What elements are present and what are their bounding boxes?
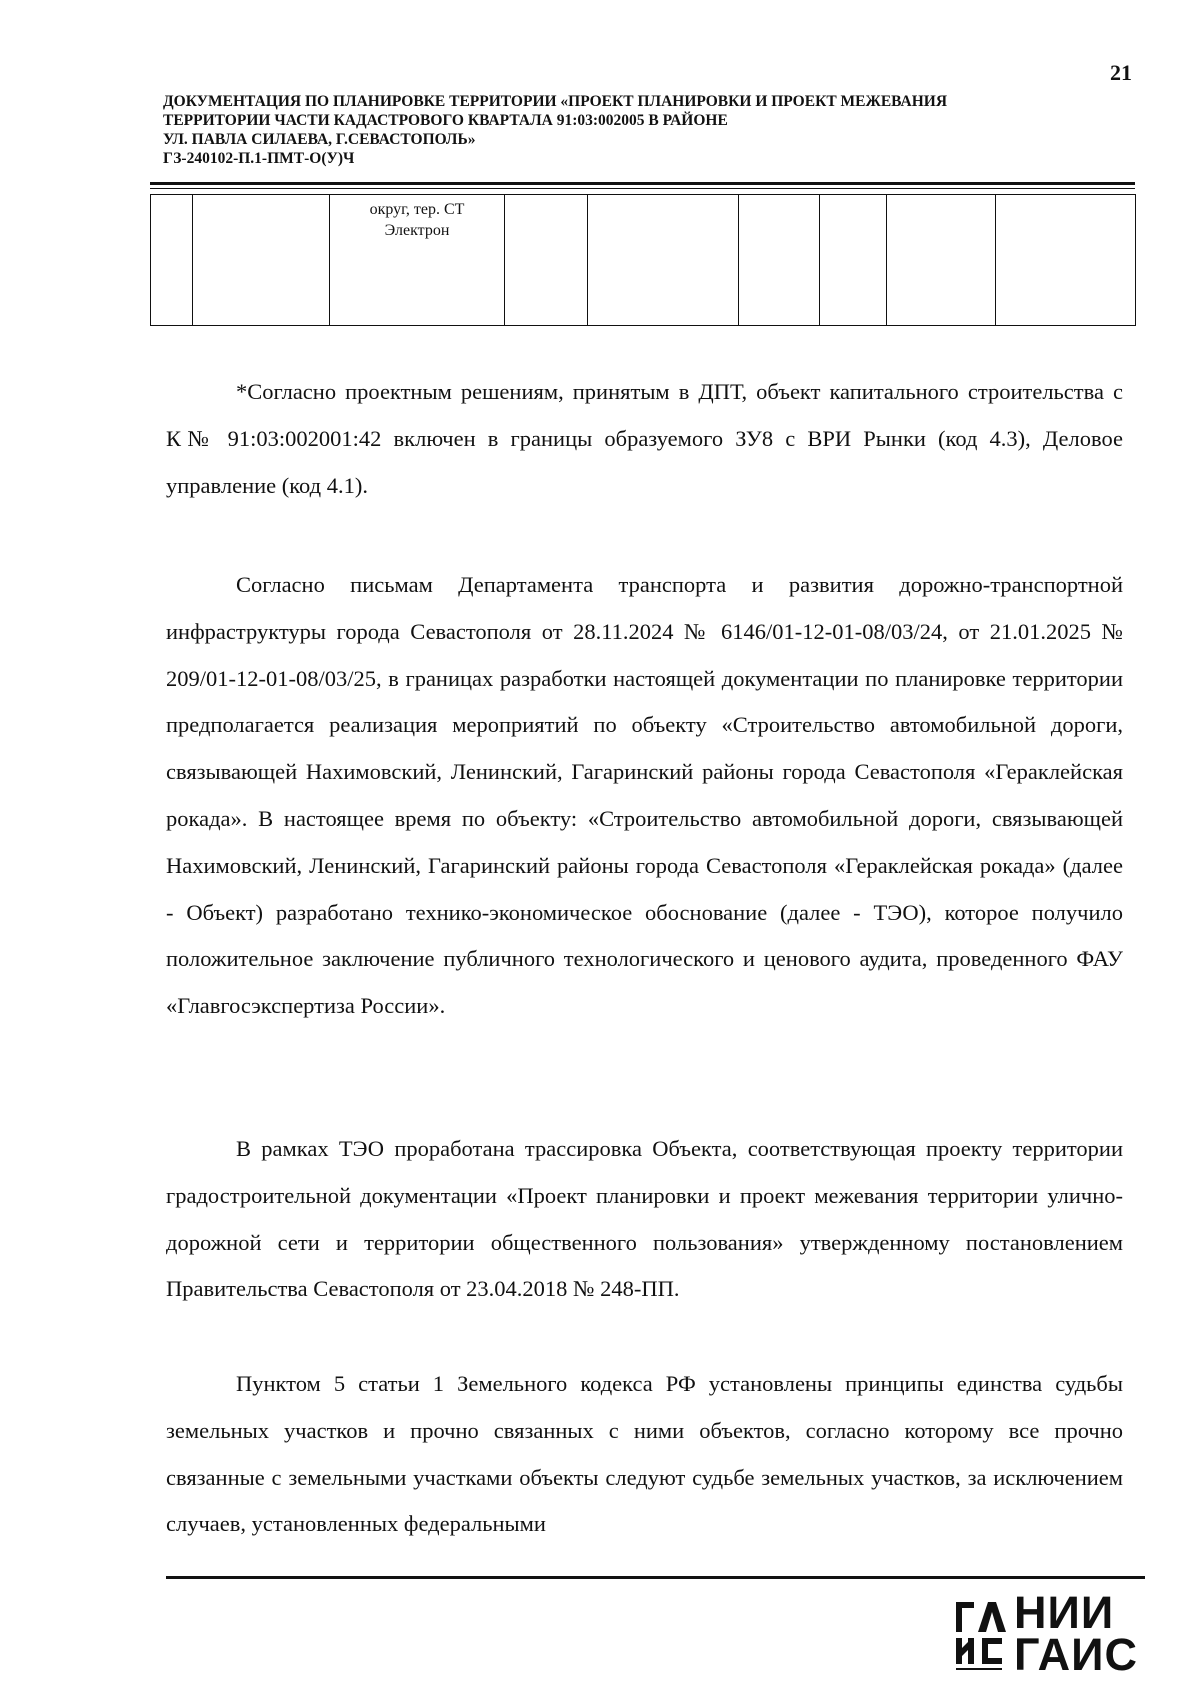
table-cell-location: округ, тер. СТ Электрон	[330, 195, 505, 326]
header-line-4: ГЗ-240102-П.1-ПМТ-О(У)Ч	[163, 150, 355, 167]
paragraph-text: Согласно письмам Департамента транспорта и развития дорожно-транспортной инфраструктуры города Севастополя от 28.11.2024 № 6146/01-12-01-08/03/24, от 21.01.2025 № 209/01-12-01-08/03/25, в границах разработки настоящей документации по планировке территории предполагается реализация мероприятий по объекту «Строительство автомобильной дороги, связывающей Нахимовский, Ленинский, Гагаринский районы города Севастополя «Гераклейская рокада». В настоящее время по объекту: «Строительство автомобильной дороги, связывающей Нахимовский, Ленинский, Гагаринский районы города Севастополя «Гераклейская рокада» (далее - Объект) разработано технико-экономическое обоснование (далее - ТЭО), которое получило положительное заключение публичного технологического и ценового аудита, проведенного ФАУ «Главгосэкспертиза России».	[166, 572, 1123, 1019]
paragraph-teo-routing	[166, 1126, 1123, 1313]
paragraph-text: *Согласно проектным решениям, принятым в ДПТ, объект капитального строительства с К№ 91:03:002001:42 включен в границы образуемого ЗУ8 с ВРИ Рынки (код 4.3), Деловое управление (код 4.1).	[166, 379, 1123, 498]
logo-text-line-1: НИИ	[1014, 1587, 1115, 1638]
footer-divider	[166, 1576, 1145, 1579]
table-cell	[151, 195, 193, 326]
paragraph-text: Пунктом 5 статьи 1 Земельного кодекса РФ установлены принципы единства судьбы земельных участков и прочно связанных с ними объектов, согласно которому все прочно связанные с земельными участками объекты следуют судьбе земельных участков, за исключением случаев, установленных федеральными	[166, 1371, 1123, 1537]
table-cell	[505, 195, 588, 326]
company-logo	[952, 1587, 1139, 1682]
table-row	[151, 195, 1136, 326]
table-cell	[887, 195, 996, 326]
paragraph-text: В рамках ТЭО проработана трассировка Объекта, соответствующая проекту территории градостроительной документации «Проект планировки и проект межевания территории улично-дорожной сети и территории общественного пользования» утвержденному постановлением Правительства Севастополя от 23.04.2018 № 248-ПП.	[166, 1136, 1123, 1302]
page-number: 21	[1110, 60, 1132, 85]
header-divider-thin	[150, 188, 1135, 189]
logo-mark-icon	[952, 1596, 1010, 1678]
table-cell	[193, 195, 330, 326]
document-header	[163, 92, 1123, 168]
header-divider	[150, 182, 1135, 185]
paragraph-land-code	[166, 1361, 1123, 1548]
header-line-2: ТЕРРИТОРИИ ЧАСТИ КАДАСТРОВОГО КВАРТАЛА 91:03:002005 В РАЙОНЕ	[163, 112, 728, 129]
header-line-3: УЛ. ПАВЛА СИЛАЕВА, Г.СЕВАСТОПОЛЬ»	[163, 131, 476, 148]
paragraph-department-letters	[166, 562, 1123, 1030]
logo-text-line-2: ГАИС	[1014, 1629, 1139, 1680]
table-cell	[820, 195, 887, 326]
paragraph-footnote	[166, 369, 1123, 509]
table-cell	[588, 195, 739, 326]
table-cell	[739, 195, 820, 326]
logo-text	[1014, 1587, 1139, 1680]
header-line-1: ДОКУМЕНТАЦИЯ ПО ПЛАНИРОВКЕ ТЕРРИТОРИИ «ПРОЕКТ ПЛАНИРОВКИ И ПРОЕКТ МЕЖЕВАНИЯ	[163, 93, 948, 110]
table-cell	[996, 195, 1136, 326]
table-fragment	[150, 194, 1136, 326]
